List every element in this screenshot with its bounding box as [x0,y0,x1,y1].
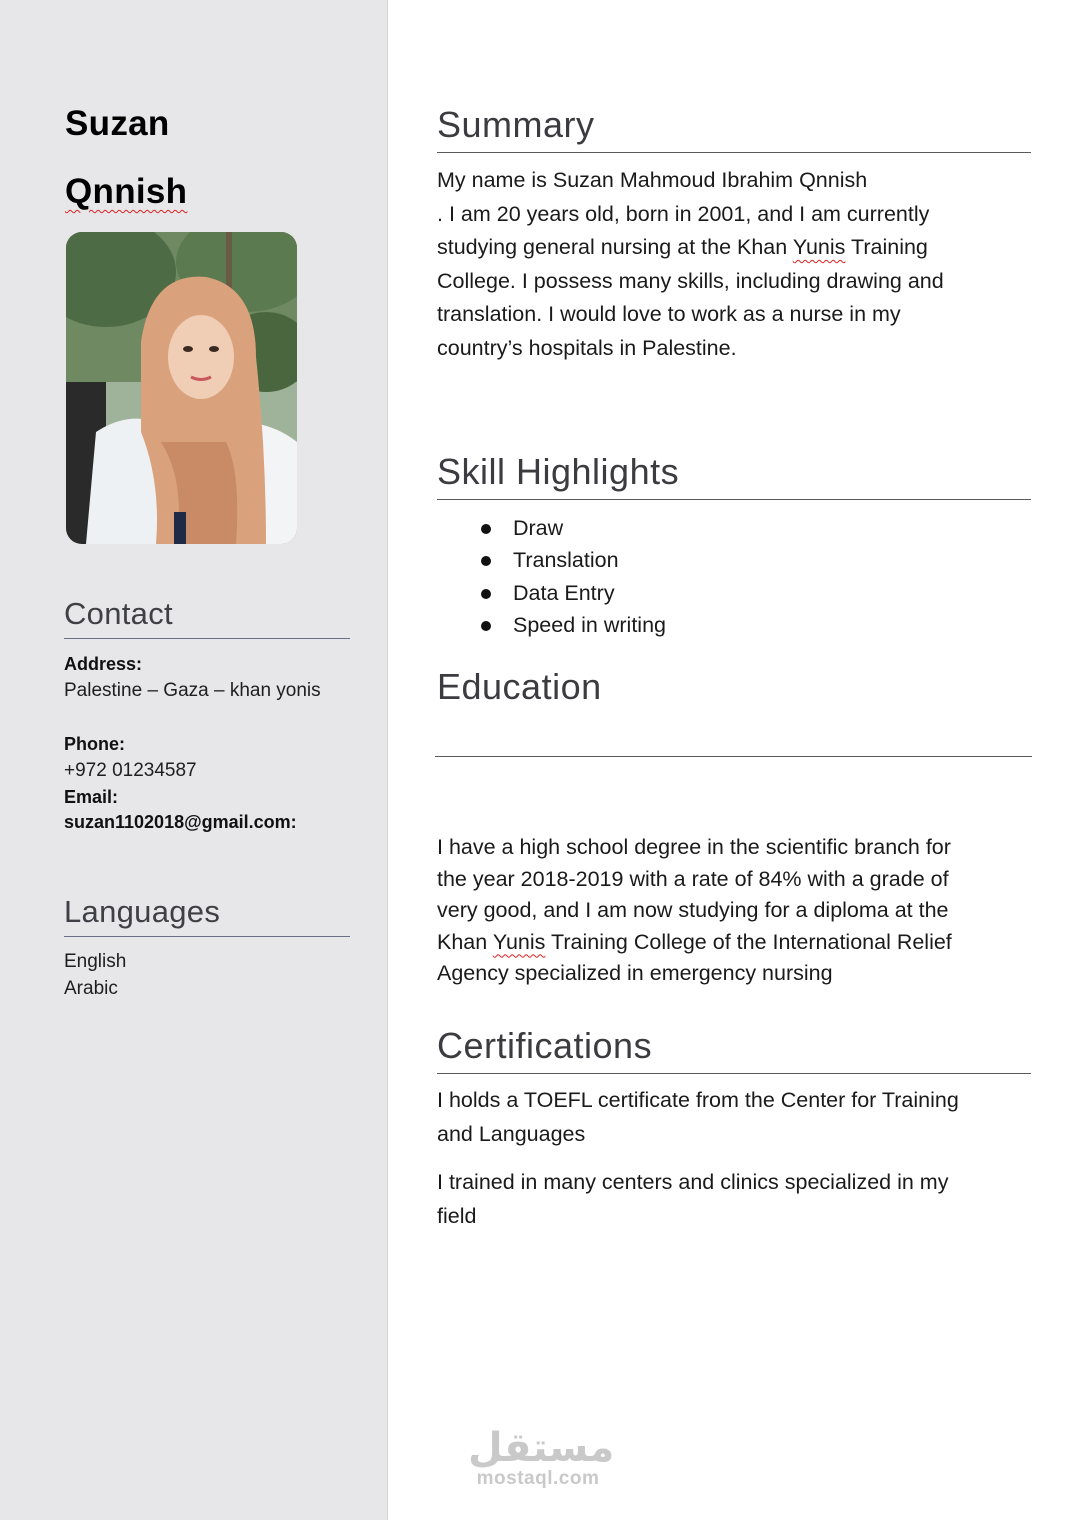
spellcheck-word: Yunis [492,929,546,954]
language-item: English [64,951,127,972]
education-text [437,832,1031,990]
education-line: Khan Yunis Training College of the International Relief [437,929,952,954]
first-name: Suzan [65,104,170,143]
education-heading: Education [437,666,602,707]
skill-label: Translation [513,548,619,573]
profile-photo [66,232,297,544]
list-item [437,609,666,641]
skill-label: Speed in writing [513,612,666,637]
email-value[interactable]: suzan1102018@gmail.com: [64,812,297,832]
certification-line: I trained in many centers and clinics specialized in my [437,1170,949,1194]
list-item [437,577,666,609]
email-label: Email: [64,787,119,807]
bullet-icon [481,589,491,599]
portrait-image [66,232,297,544]
skill-label: Draw [513,516,564,540]
watermark-domain: mostaql.com [476,1468,600,1489]
skills-heading: Skill Highlights [437,451,1031,500]
address-label: Address: [64,654,143,674]
phone-label: Phone: [64,734,125,754]
summary-heading: Summary [437,104,1031,153]
list-item [437,544,666,576]
certification-line: field [437,1203,477,1228]
summary-line: country’s hospitals in Palestine. [437,335,737,360]
bullet-icon [481,621,491,631]
summary-line: . I am 20 years old, born in 2001, and I am currently [437,201,930,226]
address-value: Palestine – Gaza – khan yonis [64,680,321,701]
education-line: the year 2018-2019 with a rate of 84% with a grade of [437,866,949,891]
phone-value: +972 01234587 [64,760,197,781]
bullet-icon [481,556,491,566]
summary-line: studying general nursing at the Khan Yunis Training [437,235,928,259]
summary-line: College. I possess many skills, including drawing and [437,268,944,293]
bullet-icon [481,524,491,534]
list-item [437,512,666,544]
education-line: I have a high school degree in the scientific branch for [437,835,951,859]
summary-line: translation. I would love to work as a nurse in my [437,302,901,326]
certification-item [437,1166,1031,1233]
summary-line: My name is Suzan Mahmoud Ibrahim Qnnish [437,168,868,192]
education-line: Agency specialized in emergency nursing [437,961,833,985]
education-rule [435,756,1032,757]
certification-line: and Languages [437,1121,586,1146]
spellcheck-word: Yunis [792,235,846,259]
summary-text [437,164,1031,365]
watermark-logo [468,1426,615,1490]
skills-list [437,512,666,641]
last-name: Qnnish [65,172,188,211]
watermark-arabic: مستقل [468,1426,615,1470]
certification-line: I holds a TOEFL certificate from the Center for Training [437,1088,959,1112]
certifications-heading: Certifications [437,1025,1031,1074]
page-divider [387,0,388,1520]
certification-item [437,1084,1031,1151]
contact-heading: Contact [64,596,350,639]
language-item: Arabic [64,978,118,999]
languages-heading: Languages [64,894,350,937]
skill-label: Data Entry [513,580,615,605]
education-line: very good, and I am now studying for a diploma at the [437,898,949,922]
